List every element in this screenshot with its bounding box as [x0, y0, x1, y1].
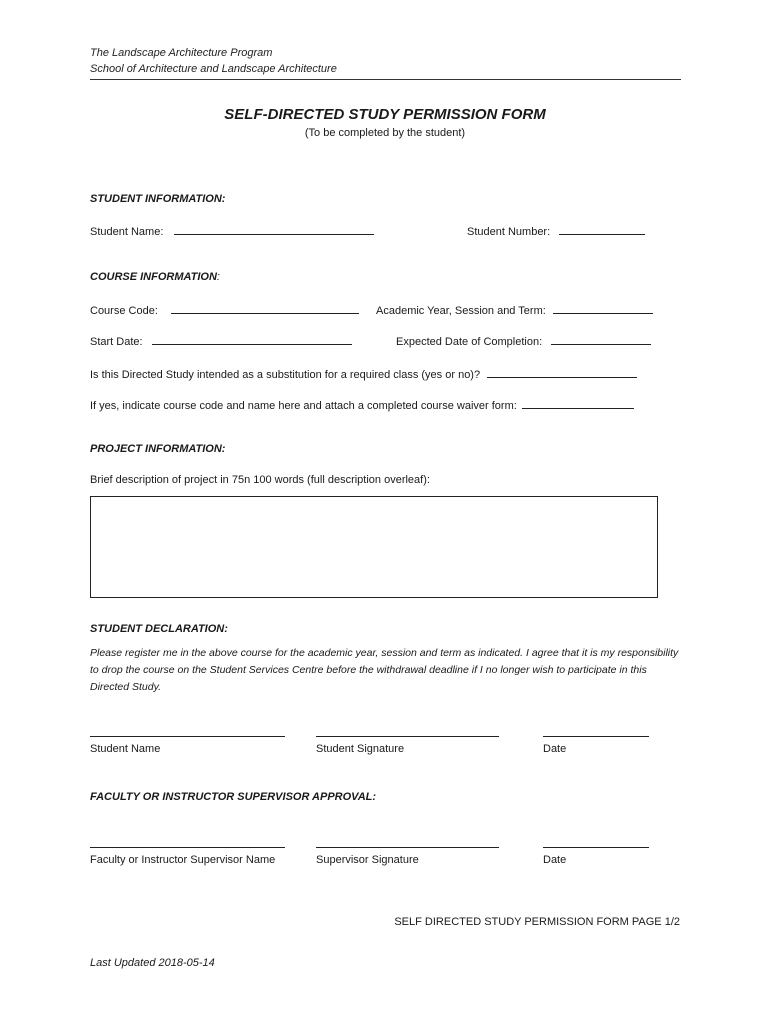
start-date-label: Start Date: — [90, 336, 143, 348]
substitution-field[interactable] — [487, 367, 637, 378]
course-info-heading — [90, 271, 220, 283]
student-name-field[interactable] — [174, 224, 374, 235]
supervisor-date-caption: Date — [543, 854, 567, 866]
waiver-field[interactable] — [522, 398, 634, 409]
form-title: SELF-DIRECTED STUDY PERMISSION FORM — [224, 106, 546, 123]
school-name: School of Architecture and Landscape Architecture — [90, 63, 337, 75]
header-divider — [90, 79, 681, 80]
student-name-label: Student Name: — [90, 226, 164, 238]
student-date-caption: Date — [543, 743, 567, 755]
student-info-heading: STUDENT INFORMATION: — [90, 193, 226, 205]
project-info-heading: PROJECT INFORMATION: — [90, 443, 226, 455]
program-name: The Landscape Architecture Program — [90, 47, 273, 59]
project-description-label: Brief description of project in 75n 100 words (full description overleaf): — [90, 474, 430, 486]
approval-heading: FACULTY OR INSTRUCTOR SUPERVISOR APPROVAL: — [90, 791, 377, 803]
form-subtitle: (To be completed by the student) — [304, 127, 466, 139]
student-signature-caption: Student Signature — [316, 743, 405, 755]
student-name-caption: Student Name — [90, 743, 161, 755]
supervisor-date-line[interactable] — [543, 847, 649, 848]
student-number-label: Student Number: — [467, 226, 551, 238]
supervisor-name-caption: Faculty or Instructor Supervisor Name — [90, 854, 276, 866]
course-info-heading-text: COURSE INFORMATION — [90, 271, 217, 283]
supervisor-name-line[interactable] — [90, 847, 285, 848]
course-code-row — [90, 303, 359, 317]
completion-date-row — [396, 334, 651, 348]
course-code-field[interactable] — [171, 303, 359, 314]
declaration-text: Please register me in the above course for the academic year, session and term as indicated. I agree that it is my responsibility to drop the course on the Student Services Centre before the withdrawal deadline if I no longer wish to participate in this Directed Study. — [90, 647, 679, 693]
waiver-row — [90, 398, 634, 412]
page-label: SELF DIRECTED STUDY PERMISSION FORM PAGE 1/2 — [394, 916, 680, 928]
start-date-field[interactable] — [152, 334, 352, 345]
completion-date-field[interactable] — [551, 334, 651, 345]
project-description-box[interactable] — [90, 496, 658, 598]
supervisor-signature-caption: Supervisor Signature — [316, 854, 419, 866]
substitution-question: Is this Directed Study intended as a substitution for a required class (yes or no)? — [90, 369, 481, 381]
completion-date-label: Expected Date of Completion: — [396, 336, 543, 348]
course-code-label: Course Code: — [90, 305, 158, 317]
last-updated: Last Updated 2018-05-14 — [90, 957, 215, 969]
declaration-heading: STUDENT DECLARATION: — [90, 623, 228, 635]
academic-year-label: Academic Year, Session and Term: — [376, 305, 546, 317]
supervisor-signature-line[interactable] — [316, 847, 499, 848]
academic-year-field[interactable] — [553, 303, 653, 314]
student-number-row — [467, 224, 645, 238]
student-name-signature-line[interactable] — [90, 736, 285, 737]
substitution-row — [90, 367, 637, 381]
student-date-line[interactable] — [543, 736, 649, 737]
student-number-field[interactable] — [559, 224, 645, 235]
student-name-row — [90, 224, 374, 238]
waiver-instruction: If yes, indicate course code and name here and attach a completed course waiver form: — [90, 400, 517, 412]
course-info-heading-colon: : — [216, 271, 220, 283]
start-date-row — [90, 334, 352, 348]
student-signature-line[interactable] — [316, 736, 499, 737]
academic-year-row — [376, 303, 653, 317]
